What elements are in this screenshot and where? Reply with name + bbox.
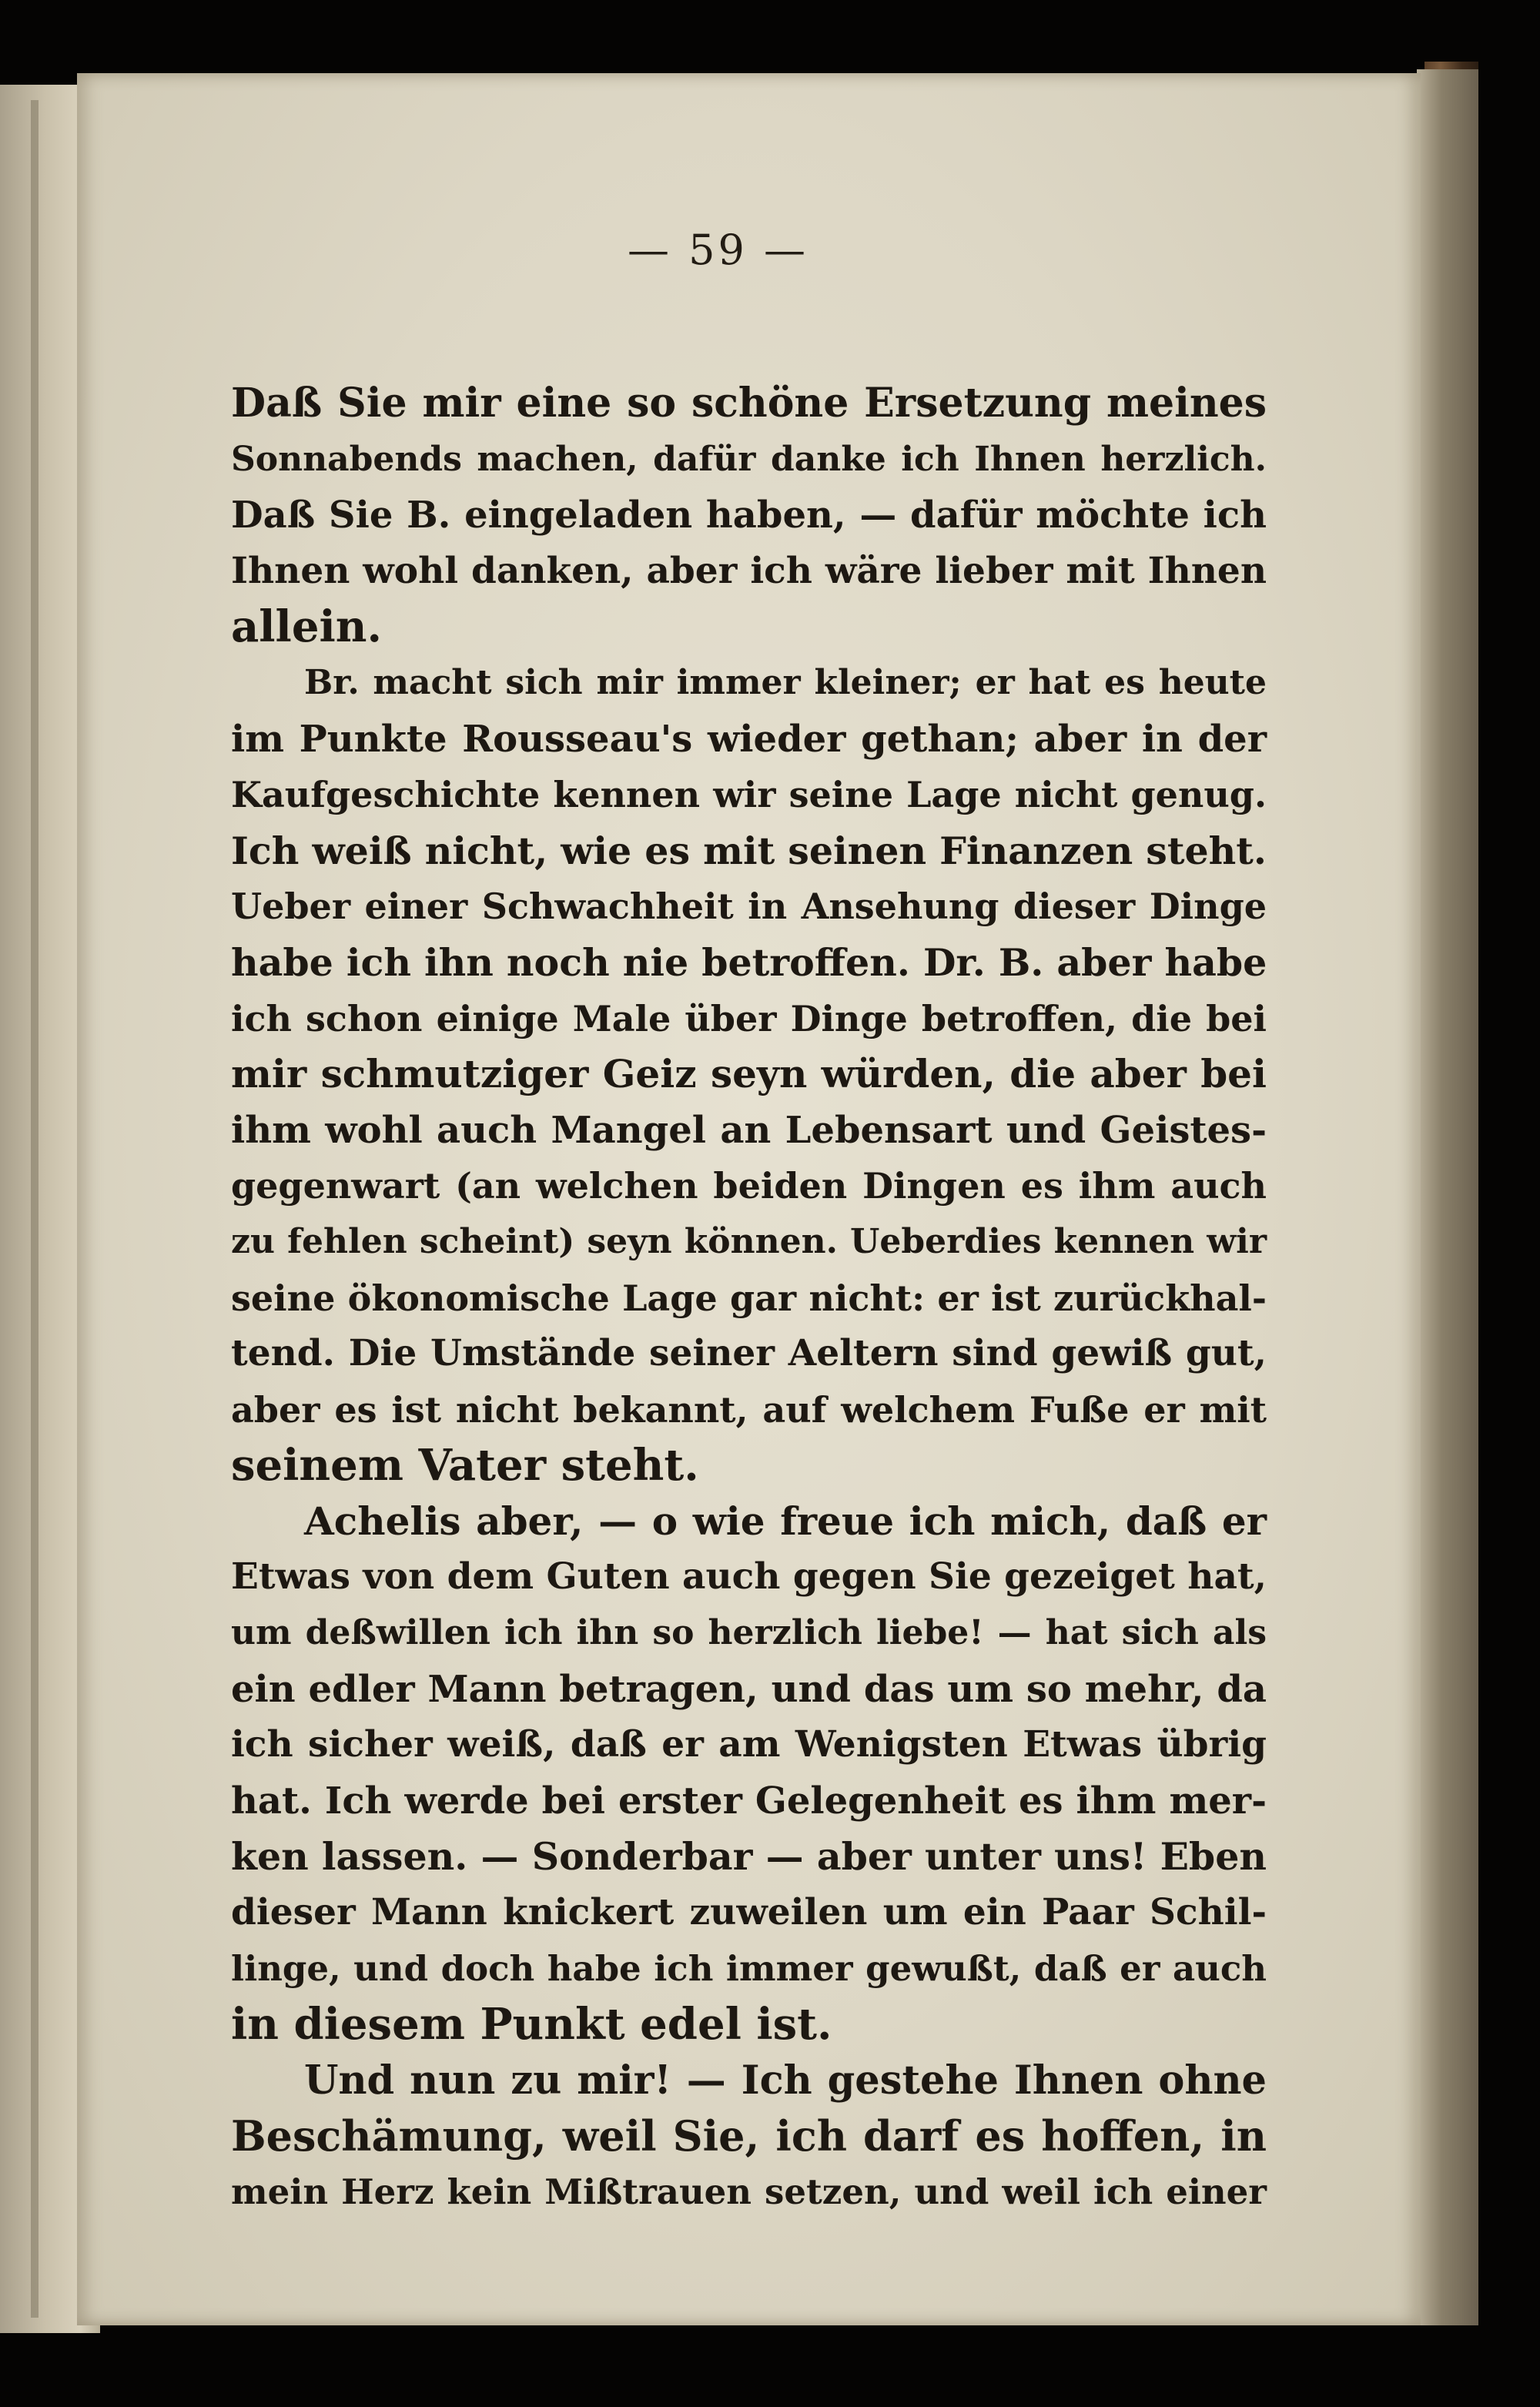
text-line: seine ökonomische Lage gar nicht: er ist zurückhal- bbox=[231, 1277, 1267, 1319]
text-line: dieser Mann knickert zuweilen um ein Paar Schil- bbox=[231, 1891, 1267, 1934]
text-line: Ich weiß nicht, wie es mit seinen Finanzen steht. bbox=[231, 828, 1267, 873]
text-line: Beschämung, weil Sie, ich darf es hoffen, in bbox=[231, 2111, 1267, 2161]
text-line: mir schmutziger Geiz seyn würden, die aber bei bbox=[231, 1051, 1267, 1097]
text-line: habe ich ihn noch nie betroffen. Dr. B. aber habe bbox=[231, 939, 1267, 985]
text-line: ein edler Mann betragen, und das um so mehr, da bbox=[231, 1667, 1267, 1711]
text-line: tend. Die Umstände seiner Aeltern sind gewiß gut, bbox=[231, 1332, 1267, 1375]
text-line: Etwas von dem Guten auch gegen Sie gezeiget hat, bbox=[231, 1555, 1267, 1599]
text-line: in diesem Punkt edel ist. bbox=[231, 1999, 832, 2050]
page-body-text bbox=[231, 376, 1267, 2221]
text-line: ihm wohl auch Mangel an Lebensart und Geistes- bbox=[231, 1108, 1267, 1152]
text-line: seinem Vater steht. bbox=[231, 1440, 699, 1491]
text-line: Kaufgeschichte kennen wir seine Lage nicht genug. bbox=[231, 774, 1267, 816]
text-line: linge, und doch habe ich immer gewußt, daß er auch bbox=[231, 1947, 1267, 1989]
text-line: Sonnabends machen, dafür danke ich Ihnen herzlich. bbox=[231, 439, 1267, 479]
text-line: Achelis aber, — o wie freue ich mich, daß er bbox=[304, 1498, 1267, 1544]
text-line: Und nun zu mir! — Ich gestehe Ihnen ohne bbox=[304, 2057, 1267, 2104]
text-line: Daß Sie B. eingeladen haben, — dafür möchte ich bbox=[231, 494, 1267, 537]
text-line: mein Herz kein Mißtrauen setzen, und weil ich einer bbox=[231, 2171, 1267, 2212]
text-line: Ueber einer Schwachheit in Ansehung dieser Dinge bbox=[231, 885, 1267, 928]
text-line: allein. bbox=[231, 601, 382, 653]
text-line: um deßwillen ich ihn so herzlich liebe! — hat sich als bbox=[231, 1613, 1267, 1653]
text-line: gegenwart (an welchen beiden Dingen es ihm auch bbox=[231, 1165, 1267, 1207]
book-page bbox=[77, 73, 1421, 2325]
text-line: Ihnen wohl danken, aber ich wäre lieber mit Ihnen bbox=[231, 549, 1267, 592]
text-line: im Punkte Rousseau's wieder gethan; aber in der bbox=[231, 717, 1267, 761]
text-line: zu fehlen scheint) seyn können. Ueberdies kennen wir bbox=[231, 1221, 1267, 1261]
text-line: ich schon einige Male über Dinge betroffen, die bei bbox=[231, 997, 1267, 1039]
text-line: ken lassen. — Sonderbar — aber unter uns! Eben bbox=[231, 1834, 1267, 1880]
text-line: Br. macht sich mir immer kleiner; er hat es heute bbox=[304, 662, 1267, 702]
text-line: aber es ist nicht bekannt, auf welchem Fuße er mit bbox=[231, 1388, 1267, 1431]
text-line: Daß Sie mir eine so schöne Ersetzung meines bbox=[231, 380, 1267, 427]
page-stack-edge bbox=[1417, 69, 1478, 2325]
text-line: hat. Ich werde bei erster Gelegenheit es ihm mer- bbox=[231, 1779, 1267, 1823]
text-line: ich sicher weiß, daß er am Wenigsten Etwas übrig bbox=[231, 1723, 1267, 1766]
page-gutter-shadow bbox=[31, 100, 38, 2318]
page-number: — 59 — bbox=[627, 226, 809, 274]
